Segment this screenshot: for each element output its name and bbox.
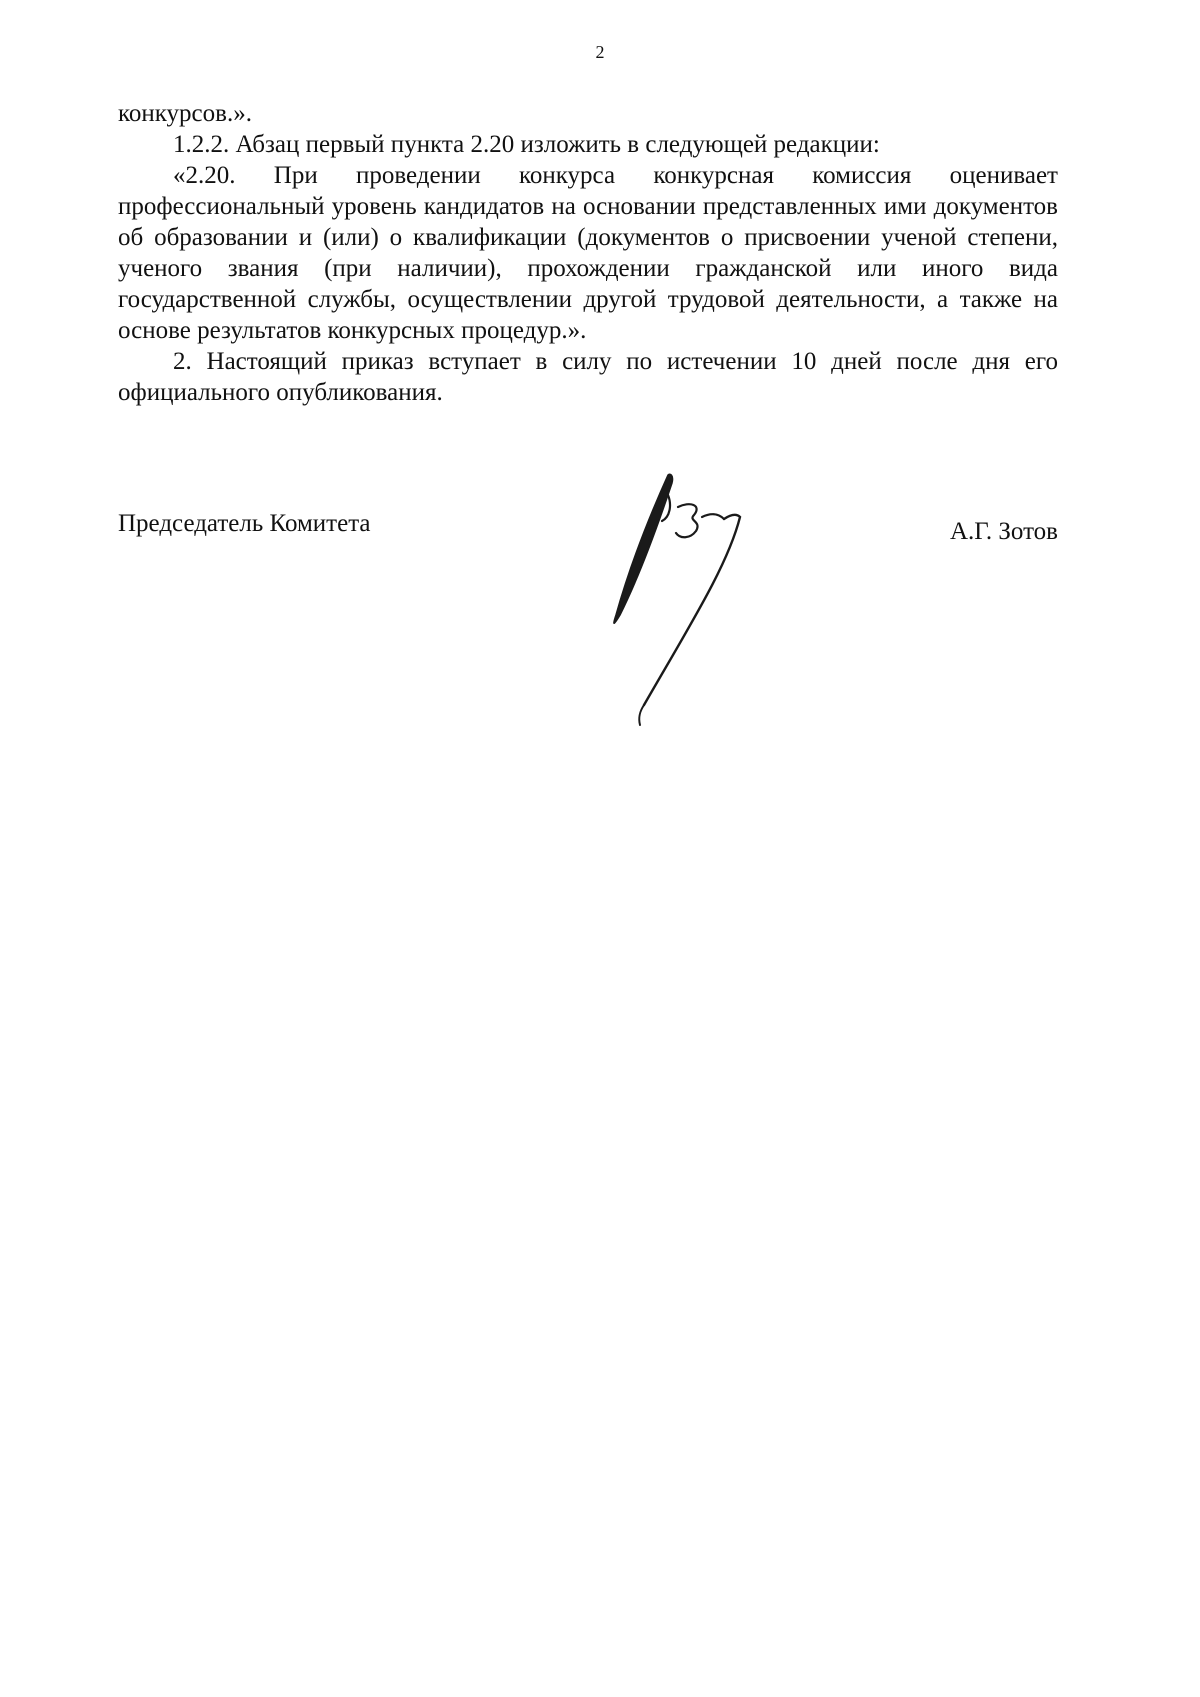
page-number: 2 — [595, 42, 605, 62]
paragraph-2-effective-date: 2. Настоящий приказ вступает в силу по истечении 10 дней после дня его официального опубликования. — [118, 348, 1058, 406]
paragraph-2-20-quote: «2.20. При проведении конкурса конкурсная комиссия оценивает профессиональный уровень кандидатов на основании представленных ими документов об образовании и (или) о квалификации (документов о присвоении ученой степени, ученого звания (при наличии), прохождении гражданской или иного вида государственной службы, осуществлении другой трудовой деятельности, а также на основе результатов конкурсных процедур.». — [118, 162, 1058, 344]
paragraph-continuation: конкурсов.». — [118, 100, 252, 127]
signatory-title: Председатель Комитета — [118, 510, 371, 537]
paragraph-1-2-2: 1.2.2. Абзац первый пункта 2.20 изложить в следующей редакции: — [173, 131, 880, 158]
signature-block — [118, 508, 1058, 548]
document-body — [118, 98, 1058, 408]
handwritten-signature — [610, 455, 790, 735]
signatory-name: А.Г. Зотов — [949, 518, 1058, 545]
